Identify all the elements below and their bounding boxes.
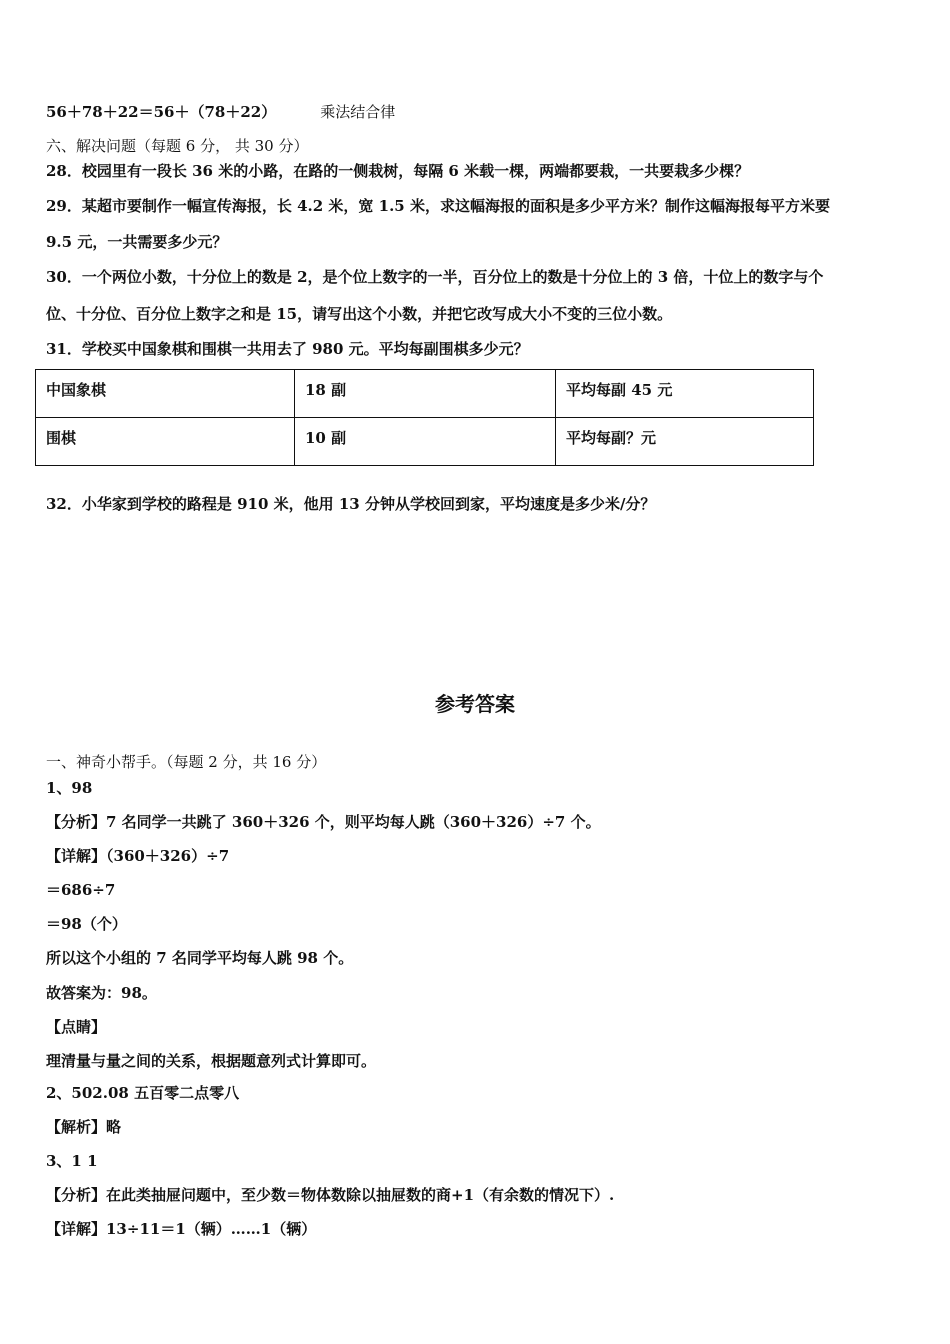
table-cell: 围棋 xyxy=(36,418,295,466)
table-cell: 平均每副？元 xyxy=(556,418,814,466)
law-line xyxy=(46,102,395,122)
question-28: 28．校园里有一段长 36 米的小路，在路的一侧栽树，每隔 6 米载一棵，两端都要栽，一共要栽多少棵？ xyxy=(46,162,750,180)
question-29-line-1: 29．某超市要制作一幅宣传海报，长 4.2 米，宽 1.5 米，求这幅海报的面积是多少平方米？制作这幅海报每平方米要 xyxy=(46,197,830,215)
question-30-line-1: 30．一个两位小数，十分位上的数是 2，是个位上数字的一半，百分位上的数是十分位上的 3 倍，十位上的数字与个 xyxy=(46,268,824,286)
question-30-line-2: 位、十分位、百分位上数字之和是 15，请写出这个小数，并把它改写成大小不变的三位小数。 xyxy=(46,305,673,323)
section-6-heading: 六、解决问题（每题 6 分， 共 30 分） xyxy=(46,137,309,155)
question-29-line-2: 9.5 元，一共需要多少元？ xyxy=(46,233,228,251)
answer-1-step-2: ＝98（个） xyxy=(46,915,127,933)
answer-2-analysis: 【解析】略 xyxy=(46,1118,122,1136)
question-31-table xyxy=(35,369,814,466)
answer-1-detail: 【详解】（360＋326）÷7 xyxy=(46,847,230,865)
answers-title: 参考答案 xyxy=(435,692,515,716)
answer-3-analysis: 【分析】在此类抽屉问题中，至少数＝物体数除以抽屉数的商+1（有余数的情况下）. xyxy=(46,1186,615,1204)
answers-section-1-heading: 一、神奇小帮手。（每题 2 分，共 16 分） xyxy=(46,753,327,771)
table-cell: 10 副 xyxy=(295,418,556,466)
answer-1-tip-heading: 【点睛】 xyxy=(46,1018,107,1036)
table-row xyxy=(36,418,814,466)
table-cell: 18 副 xyxy=(295,370,556,418)
table-row xyxy=(36,370,814,418)
answer-1-conclusion: 所以这个小组的 7 名同学平均每人跳 98 个。 xyxy=(46,949,354,967)
answer-1-tip: 理清量与量之间的关系，根据题意列式计算即可。 xyxy=(46,1052,377,1070)
law-expression: 56＋78＋22＝56＋（78＋22） xyxy=(46,103,277,121)
table-cell: 平均每副 45 元 xyxy=(556,370,814,418)
answer-1-final: 故答案为：98。 xyxy=(46,984,157,1002)
answer-3: 3、1 1 xyxy=(46,1152,98,1170)
question-32: 32．小华家到学校的路程是 910 米，他用 13 分钟从学校回到家，平均速度是多少米/分？ xyxy=(46,495,656,513)
answer-1-step-1: ＝686÷7 xyxy=(46,881,116,899)
answer-3-detail: 【详解】13÷11＝1（辆）……1（辆） xyxy=(46,1220,317,1238)
table-cell: 中国象棋 xyxy=(36,370,295,418)
question-31: 31．学校买中国象棋和围棋一共用去了 980 元。平均每副围棋多少元？ xyxy=(46,340,529,358)
answer-2: 2、502.08 五百零二点零八 xyxy=(46,1084,240,1102)
answer-1: 1、98 xyxy=(46,779,93,797)
law-name: 乘法结合律 xyxy=(320,103,396,121)
answer-1-analysis: 【分析】7 名同学一共跳了 360＋326 个，则平均每人跳（360＋326）÷7 个。 xyxy=(46,813,601,831)
